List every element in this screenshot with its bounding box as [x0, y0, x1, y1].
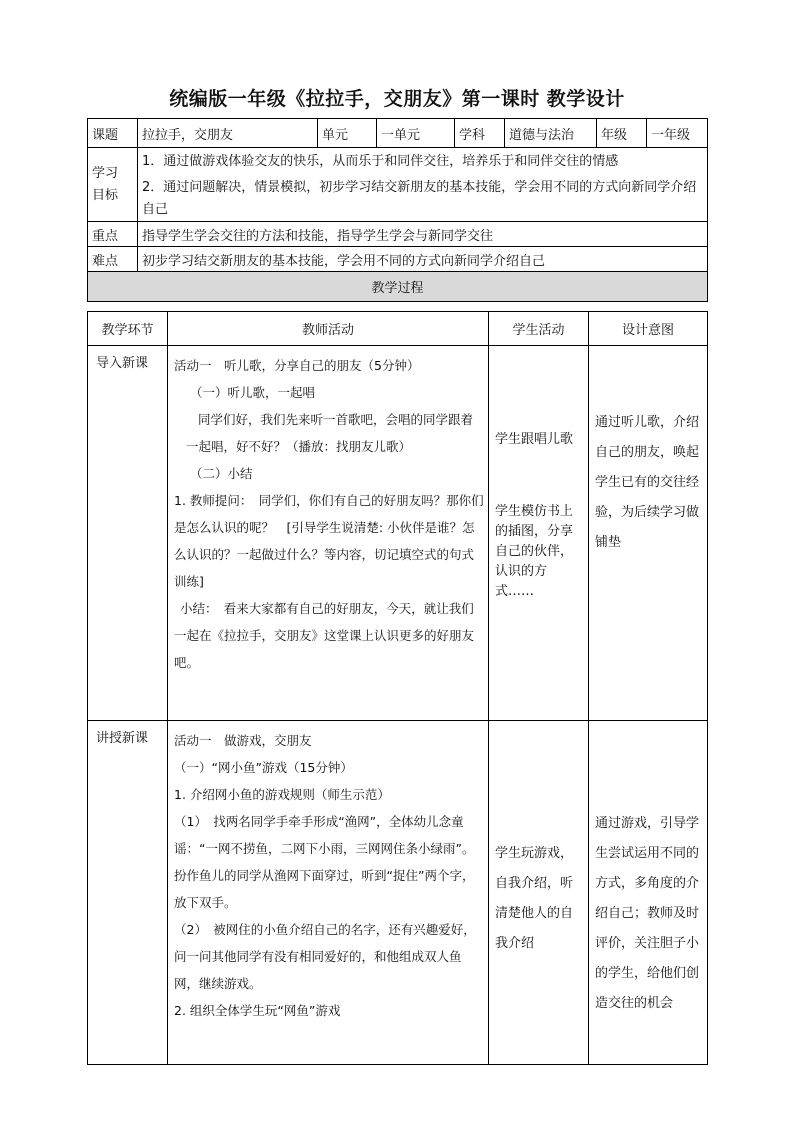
table-row: [88, 721, 708, 1065]
unit-label: 单元: [318, 119, 377, 148]
key-point-row: [88, 222, 708, 247]
column-header-teacher: 教师活动: [168, 312, 489, 346]
unit-value: 一单元: [377, 119, 455, 148]
student-activity-cell: 学生跟唱儿歌 学生模仿书上的插图，分享自己的伙伴，认识的方式……: [489, 346, 589, 721]
goal-item: 2．通过问题解决，情景模拟，初步学习结交新朋友的基本技能，学会用不同的方式向新同学介绍自己: [142, 180, 697, 217]
difficulty-row: [88, 247, 708, 272]
table-row: [88, 346, 708, 721]
page-title: 统编版一年级《拉拉手，交朋友》第一课时 教学设计: [169, 88, 625, 110]
stage-cell: 导入新课: [88, 346, 168, 721]
grade-label: 年级: [597, 119, 647, 148]
topic-value: 拉拉手，交朋友: [138, 119, 318, 148]
stage-cell: 讲授新课: [88, 721, 168, 1065]
column-header-stage: 教学环节: [88, 312, 168, 346]
student-activity-cell: 学生玩游戏，自我介绍，听清楚他人的自我介绍: [489, 721, 589, 1065]
info-row: [88, 119, 708, 148]
difficulty-label: 难点: [88, 247, 138, 272]
key-point-text: 指导学生学会交往的方法和技能，指导学生学会与新同学交往: [138, 222, 708, 247]
goals-content: [138, 148, 708, 222]
goals-label: 学习 目标: [88, 148, 138, 222]
column-header-design: 设计意图: [589, 312, 708, 346]
teacher-activity-cell: 活动一 做游戏，交朋友 （一）“网小鱼”游戏（15分钟） 1. 介绍网小鱼的游戏规则（师生示范） （1） 找两名同学手牵手形成“渔网”，全体幼儿念童谣：“一网不捞鱼，二网下小雨，三网网住条小绿雨”。扮作鱼儿的同学从渔网下面穿过，听到“捉住”两个字，放下双手。 （2） 被网住的小鱼介绍自己的名字，还有兴趣爱好，问一问其他同学有没有相同爱好的，和他组成双人鱼网，继续游戏。 2. 组织全体学生玩“网鱼”游戏: [168, 721, 489, 1065]
process-table: [87, 311, 708, 1065]
topic-label: 课题: [88, 119, 138, 148]
column-header-student: 学生活动: [489, 312, 589, 346]
subject-label: 学科: [455, 119, 505, 148]
goal-item: 1．通过做游戏体验交友的快乐，从而乐于和同伴交往，培养乐于和同伴交往的情感: [142, 154, 619, 169]
grade-value: 一年级: [647, 119, 708, 148]
key-point-label: 重点: [88, 222, 138, 247]
info-table: [87, 118, 708, 302]
design-intent-cell: 通过听儿歌，介绍自己的朋友，唤起学生已有的交往经验，为后续学习做铺垫: [589, 346, 708, 721]
process-title: 教学过程: [88, 272, 708, 302]
subject-value: 道德与法治: [505, 119, 597, 148]
goals-row: [88, 148, 708, 222]
process-header-row: [88, 272, 708, 302]
process-columns-row: [88, 312, 708, 346]
teacher-activity-cell: 活动一 听儿歌，分享自己的朋友（5分钟） （一）听儿歌，一起唱 同学们好，我们先来听一首歌吧，会唱的同学跟着一起唱，好不好？（播放：找朋友儿歌） （二）小结 1. 教师提问： 同学们，你们有自己的好朋友吗？那你们是怎么认识的呢？ [引导学生说清楚: 小伙伴是谁？怎么认识的？一起做过什么？等内容，切记填空式的句式训练] 小结： 看来大家都有自己的好朋友，今天，就让我们一起在《拉拉手，交朋友》这堂课上认识更多的好朋友吧。: [168, 346, 489, 721]
design-intent-cell: 通过游戏，引导学生尝试运用不同的方式，多角度的介绍自己；教师及时评价，关注胆子小的学生，给他们创造交往的机会: [589, 721, 708, 1065]
difficulty-text: 初步学习结交新朋友的基本技能，学会用不同的方式向新同学介绍自己: [138, 247, 708, 272]
